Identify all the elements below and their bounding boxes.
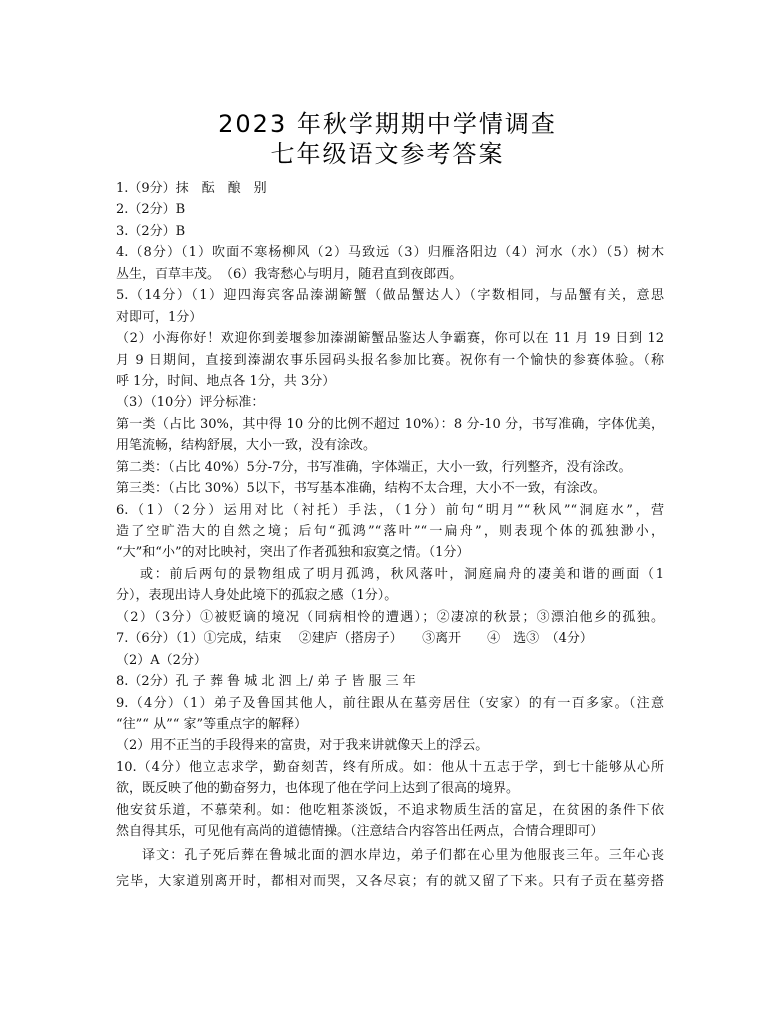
page-title: 2023 年秋学期期中学情调查 xyxy=(218,110,557,138)
answer-body xyxy=(116,178,664,895)
answer-line: 欲，既反映了他的勤奋努力，也体现了他在学问上达到了很高的境界。 xyxy=(116,781,520,797)
answer-line: 5.（14分）（1）迎四海宾客品溱湖簖蟹（做品蟹达人）（字数相同，与品蟹有关，意思 xyxy=(116,288,664,304)
answer-line: 他安贫乐道，不慕荣利。如：他吃粗茶淡饭，不追求物质生活的富足，在贫困的条件下依 xyxy=(116,802,664,818)
page-subtitle: 七年级语文参考答案 xyxy=(270,140,505,168)
answer-line: （3）（10分）评分标准： xyxy=(116,395,265,411)
answer-line: “往”“ 从”“ 家”等重点字的解释） xyxy=(116,716,308,732)
answer-line: 6.（1）（2分）运用对比（衬托）手法，（1分）前句“明月”“秋风”“洞庭水”，营 xyxy=(116,502,664,518)
answer-line: 9.（4分）（1）弟子及鲁国其他人，前往跟从在墓旁居住（安家）的有一百多家。（注意 xyxy=(116,695,664,711)
answer-line: 然自得其乐，可见他有高尚的道德情操。（注意结合内容答出任两点，合情合理即可） xyxy=(116,824,604,840)
answer-line: 3.（2分）B xyxy=(116,223,186,239)
answer-line: 第二类：（占比 40%）5分-7分，书写准确，字体端正，大小一致，行列整齐，没有涂改。 xyxy=(116,459,632,475)
answer-line: （2）（3分）①被贬谪的境况（同病相怜的遭遇）；②凄凉的秋景；③漂泊他乡的孤独。 xyxy=(116,609,664,625)
answer-line: 丛生，百草丰茂。 （6）我寄愁心与明月，随君直到夜郎西。 xyxy=(116,266,463,282)
answer-line: 10.（4分）他立志求学，勤奋刻苦，终有所成。如：他从十五志于学，到七十能够从心所 xyxy=(116,759,664,775)
answer-line: 8.（2分）孔 子 葬 鲁 城 北 泗 上/ 弟 子 皆 服 三 年 xyxy=(116,674,416,690)
answer-line: 4.（8分）（1）吹面不寒杨柳风（2）马致远（3）归雁洛阳边（4）河水（水）（5）树木 xyxy=(116,245,664,261)
answer-line: 分），表现出诗人身处此境下的孤寂之感（1分）。 xyxy=(116,588,398,604)
answer-line: 月 9 日期间，直接到溱湖农事乐园码头报名参加比赛。祝你有一个愉快的参赛体验。（称 xyxy=(116,352,664,368)
answer-line: （2）小海你好！欢迎你到姜堰参加溱湖簖蟹品鉴达人争霸赛，你可以在 11 月 19 日到 12 xyxy=(116,331,664,347)
translation-line: 完毕，大家道别离开时，都相对而哭，又各尽哀；有的就又留了下来。只有子贡在墓旁搭 xyxy=(116,873,664,889)
answer-line: 2.（2分）B xyxy=(116,202,186,218)
answer-line: 第一类（占比 30%，其中得 10 分的比例不超过 10%）：8 分-10 分，书写准确，字体优美， xyxy=(116,416,664,432)
answer-line: 第三类：（占比 30%）5以下，书写基本准确，结构不太合理，大小不一致，有涂改。 xyxy=(116,481,606,497)
answer-line: 呼 1分，时间、地点各 1分，共 3分） xyxy=(116,373,336,389)
answer-line: “大”和“小”的对比映衬，突出了作者孤独和寂寞之情。（1分） xyxy=(116,545,470,561)
answer-line: 对即可，1分） xyxy=(116,309,203,325)
translation-line: 译文：孔子死后葬在鲁城北面的泗水岸边，弟子们都在心里为他服丧三年。三年心丧 xyxy=(142,847,664,863)
answer-line: 造了空旷浩大的自然之境；后句“孤鸿”“落叶”“一扁舟”，则表现个体的孤独渺小， xyxy=(116,524,664,539)
answer-line: （2）A（2分） xyxy=(116,652,207,668)
answer-line: （2）用不正当的手段得来的富贵，对于我来讲就像天上的浮云。 xyxy=(116,738,489,754)
answer-line: 1.（9分）抹 酝 酿 别 xyxy=(116,181,267,196)
answer-line: 7.（6分）（1）①完成，结束 ②建庐（搭房子） ③离开 ④ 选③ （4分） xyxy=(116,631,593,647)
answer-line: 或：前后两句的景物组成了明月孤鸿，秋风落叶，洞庭扁舟的凄美和谐的画面（1 xyxy=(140,566,664,582)
answer-line: 用笔流畅，结构舒展，大小一致，没有涂改。 xyxy=(116,438,377,454)
